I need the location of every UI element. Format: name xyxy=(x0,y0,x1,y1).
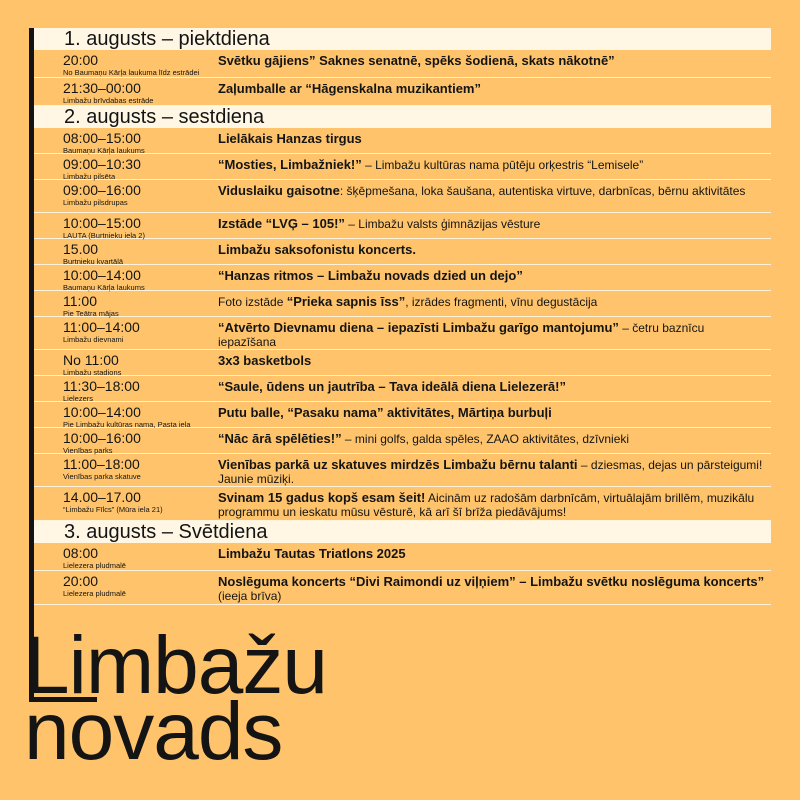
event-row xyxy=(34,265,771,291)
event-prefix: Foto izstāde xyxy=(218,295,287,309)
event-location: LAUTA (Burtnieku iela 2) xyxy=(63,231,145,240)
event-row xyxy=(34,239,771,265)
event-time: 11:00–18:00 xyxy=(63,456,140,472)
event-time: 08:00 xyxy=(63,545,99,561)
event-title: “Mosties, Limbažniek!” xyxy=(218,157,362,172)
event-location: Lielezera pludmalē xyxy=(63,589,126,598)
event-location: Vienības parka skatuve xyxy=(63,472,141,481)
event-title: Viduslaiku gaisotne xyxy=(218,183,340,198)
event-row xyxy=(34,213,771,239)
event-time: No 11:00 xyxy=(63,352,119,368)
event-time: 21:30–00:00 xyxy=(63,80,141,96)
event-row xyxy=(34,571,771,605)
event-description: – dziesmas, dejas un pārsteigumi! Jaunie mūziķi. xyxy=(218,458,763,486)
event-time: 20:00 xyxy=(63,573,99,589)
event-description: – Limbažu valsts ģimnāzijas vēsture xyxy=(344,217,541,231)
event-location: Limbažu pilsēta xyxy=(63,172,116,181)
event-time: 09:00–16:00 xyxy=(63,182,141,198)
event-title: Vienības parkā uz skatuves mirdzēs Limbažu bērnu talanti xyxy=(218,457,578,472)
event-row xyxy=(34,487,771,521)
event-title: 3x3 basketbols xyxy=(218,353,312,368)
event-row xyxy=(34,376,771,402)
event-location: Baumaņu Kārļa laukums xyxy=(63,283,145,292)
event-time: 08:00–15:00 xyxy=(63,130,141,146)
event-row xyxy=(34,128,771,154)
event-location: Limbažu stadions xyxy=(63,368,122,377)
event-time: 20:00 xyxy=(63,52,99,68)
event-description: – četru baznīcu iepazīšana xyxy=(218,321,705,349)
event-time: 09:00–10:30 xyxy=(63,156,141,172)
event-time: 10:00–15:00 xyxy=(63,215,141,231)
event-description: : šķēpmešana, loka šaušana, autentiska virtuve, darbnīcas, bērnu aktivitātes xyxy=(339,184,746,198)
event-time: 11:00–14:00 xyxy=(63,319,140,335)
event-title: Putu balle, “Pasaku nama” aktivitātes, Mārtiņa burbuļi xyxy=(218,405,552,420)
event-title: Svētku gājiens” Saknes senatnē, spēks šodienā, skats nākotnē” xyxy=(218,53,615,68)
logo-line-1: Limbažu xyxy=(24,620,327,711)
day-header-aug1: 1. augusts – piektdiena xyxy=(34,28,771,50)
event-row xyxy=(34,154,771,180)
event-title: “Prieka sapnis īss” xyxy=(286,294,406,309)
logo-line-2: novads xyxy=(24,686,283,777)
event-description: , izrādes fragmenti, vīnu degustācija xyxy=(405,295,598,309)
event-location: Limbažu dievnami xyxy=(63,335,124,344)
event-time: 10:00–14:00 xyxy=(63,404,141,420)
event-title: Limbažu saksofonistu koncerts. xyxy=(218,242,416,257)
event-location: Vienības parks xyxy=(63,446,113,455)
event-row xyxy=(34,50,771,78)
day-header-aug2: 2. augusts – sestdiena xyxy=(34,106,771,128)
event-time: 15.00 xyxy=(63,241,99,257)
event-title: Zaļumballe ar “Hāgenskalna muzikantiem” xyxy=(218,81,481,96)
event-row xyxy=(34,180,771,213)
event-location: Burtnieku kvartālā xyxy=(63,257,124,266)
event-time: 14.00–17.00 xyxy=(63,489,141,505)
event-title: “Hanzas ritmos – Limbažu novads dzied un dejo” xyxy=(218,268,523,283)
event-time: 10:00–14:00 xyxy=(63,267,141,283)
event-description: (ieeja brīva) xyxy=(218,589,282,603)
event-row xyxy=(34,543,771,571)
event-row xyxy=(34,454,771,487)
event-description: – mini golfs, galda spēles, ZAAO aktivitātes, dzīvnieki xyxy=(341,432,630,446)
day-header-aug3: 3. augusts – Svētdiena xyxy=(34,521,771,543)
schedule xyxy=(34,28,771,605)
event-location: Limbažu brīvdabas estrāde xyxy=(63,96,154,105)
event-time: 10:00–16:00 xyxy=(63,430,141,446)
event-description: Aicinām uz radošām darbnīcām, virtuālajām brillēm, muzikālu programmu un ieskatu mūsu vēsturē, kā arī šī brīža piedāvājums! xyxy=(218,491,755,519)
event-title: “Saule, ūdens un jautrība – Tava ideālā diena Lielezerā!” xyxy=(218,379,566,394)
event-location: Lielezera pludmalē xyxy=(63,561,126,570)
event-description: – Limbažu kultūras nama pūtēju orķestris “Lemisele” xyxy=(361,158,644,172)
event-title: Limbažu Tautas Triatlons 2025 xyxy=(218,546,406,561)
event-title: Noslēguma koncerts “Divi Raimondi uz viļņiem” – Limbažu svētku noslēguma koncerts” xyxy=(218,574,765,589)
event-location: Baumaņu Kārļa laukums xyxy=(63,146,145,155)
event-row xyxy=(34,428,771,454)
event-row xyxy=(34,78,771,106)
event-row xyxy=(34,402,771,428)
event-time: 11:00 xyxy=(63,293,97,309)
event-title: Svinam 15 gadus kopš esam šeit! xyxy=(218,490,426,505)
event-row xyxy=(34,350,771,376)
event-time: 11:30–18:00 xyxy=(63,378,140,394)
event-title: “Nāc ārā spēlēties!” xyxy=(218,431,342,446)
event-location: Lielezers xyxy=(63,394,94,403)
event-title: “Atvērto Dievnamu diena – iepazīsti Limbažu garīgo mantojumu” xyxy=(218,320,619,335)
event-location: Limbažu pilsdrupas xyxy=(63,198,128,207)
event-row xyxy=(34,291,771,317)
event-row xyxy=(34,317,771,350)
event-location: Pie Limbažu kultūras nama, Pasta iela xyxy=(63,420,191,429)
event-location: Pie Teātra mājas xyxy=(63,309,119,318)
event-location: “Limbažu Fīlcs” (Mūra iela 21) xyxy=(63,505,163,514)
logo-limbazu-novads xyxy=(24,620,327,777)
event-title: Izstāde “LVĢ – 105!” xyxy=(218,216,345,231)
event-title: Lielākais Hanzas tirgus xyxy=(218,131,362,146)
event-location: No Baumaņu Kārļa laukuma līdz estrādei xyxy=(63,68,200,77)
